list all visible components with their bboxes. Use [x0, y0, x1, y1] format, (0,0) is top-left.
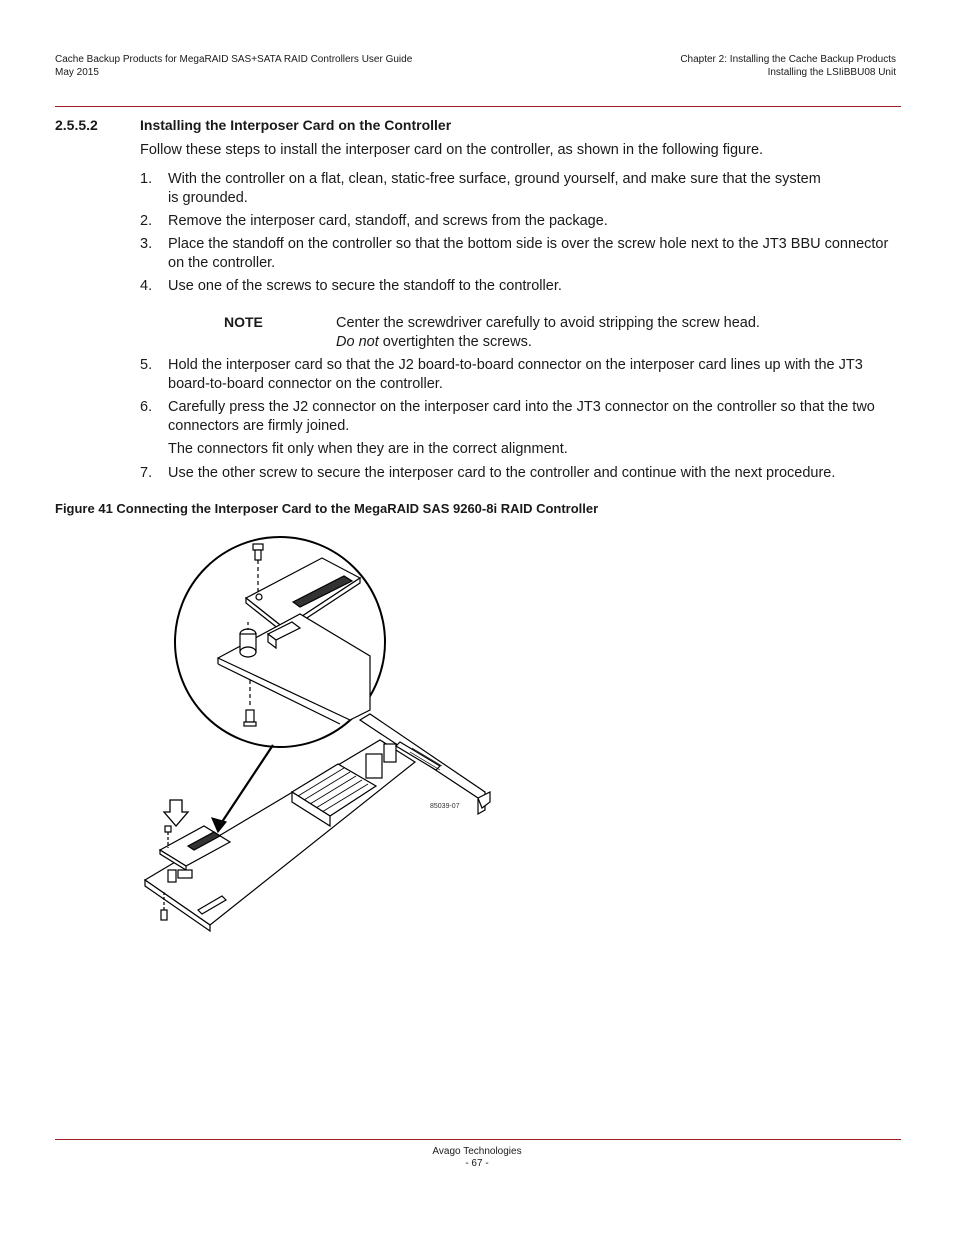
intro-paragraph: Follow these steps to install the interposer card on the controller, as shown in the following figure. — [140, 142, 764, 158]
step-number: 5. — [140, 357, 153, 373]
step-text: Place the standoff on the controller so that the bottom side is over the screw hole next to the JT3 BBU connector — [168, 236, 889, 252]
step-number: 7. — [140, 465, 153, 481]
step-text: board-to-board connector on the controller. — [168, 376, 443, 392]
header-rule — [55, 106, 901, 107]
running-header-right — [680, 53, 896, 79]
section-number: 2.5.5.2 — [55, 117, 98, 133]
doc-date: May 2015 — [55, 67, 99, 78]
doc-title: Cache Backup Products for MegaRAID SAS+SATA RAID Controllers User Guide — [55, 54, 413, 65]
controller-board-drawing — [145, 714, 490, 931]
note-label: NOTE — [224, 314, 263, 330]
step-number: 6. — [140, 399, 153, 415]
step-text: Hold the interposer card so that the J2 board-to-board connector on the interposer card lines up with the JT3 — [168, 357, 863, 373]
step-number: 1. — [140, 171, 153, 187]
step-text: Use one of the screws to secure the standoff to the controller. — [168, 278, 562, 294]
step-text: connectors are firmly joined. — [168, 418, 350, 434]
note-emphasis: Do not — [336, 334, 379, 350]
step-text: Remove the interposer card, standoff, and screws from the package. — [168, 213, 608, 229]
section-header-title: Installing the LSIiBBU08 Unit — [767, 67, 896, 78]
step-number: 2. — [140, 213, 153, 229]
note-line: Center the screwdriver carefully to avoid stripping the screw head. — [336, 315, 760, 331]
step-number: 4. — [140, 278, 153, 294]
footer-company: Avago Technologies — [432, 1146, 522, 1157]
chapter-title: Chapter 2: Installing the Cache Backup Products — [680, 54, 896, 65]
step-6-subparagraph: The connectors fit only when they are in the correct alignment. — [168, 441, 568, 457]
note-line — [336, 333, 760, 352]
step-text: Use the other screw to secure the interposer card to the controller and continue with the next procedure. — [168, 465, 836, 481]
step-text: on the controller. — [168, 255, 276, 271]
note-text — [336, 314, 760, 352]
figure-id-label: 85039-07 — [430, 803, 460, 810]
step-text: Carefully press the J2 connector on the interposer card into the JT3 connector on the controller so that the two — [168, 399, 875, 415]
footer-rule — [55, 1139, 901, 1140]
interposer-installation-figure — [140, 530, 510, 935]
note-line-rest: overtighten the screws. — [378, 334, 532, 350]
running-header-left — [55, 53, 412, 79]
page-number: - 67 - — [465, 1158, 489, 1169]
section-title: Installing the Interposer Card on the Controller — [140, 117, 452, 133]
step-text: With the controller on a flat, clean, static-free surface, ground yourself, and make sure that the system — [168, 171, 821, 187]
step-number: 3. — [140, 236, 153, 252]
figure-caption: Figure 41 Connecting the Interposer Card to the MegaRAID SAS 9260-8i RAID Controller — [55, 501, 599, 516]
step-text: is grounded. — [168, 190, 248, 206]
